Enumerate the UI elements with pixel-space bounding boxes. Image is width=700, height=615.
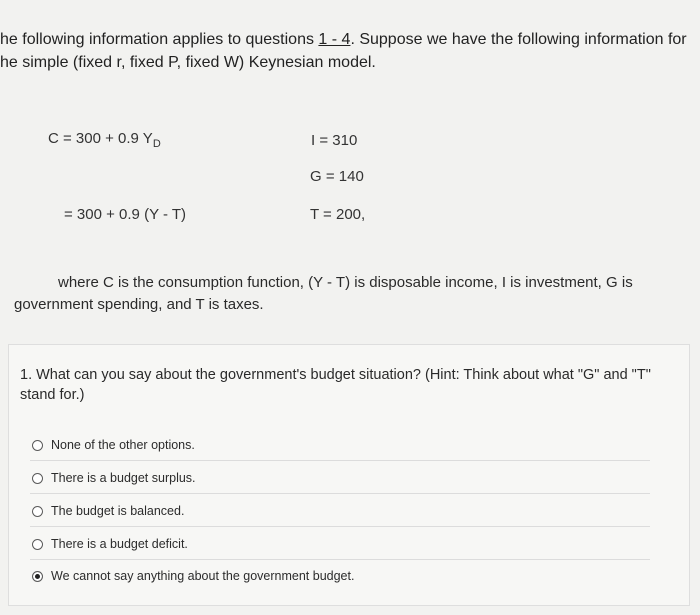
variable-definitions bbox=[14, 272, 654, 316]
investment-equation: I = 310 bbox=[311, 132, 358, 149]
intro-text-start: he following information applies to questions bbox=[0, 31, 319, 48]
answer-option-surplus[interactable] bbox=[30, 463, 650, 494]
radio-button-selected[interactable] bbox=[32, 571, 43, 582]
consumption-equation bbox=[48, 130, 161, 150]
radio-button[interactable] bbox=[32, 506, 43, 517]
consumption-subscript: D bbox=[152, 138, 161, 150]
radio-button[interactable] bbox=[32, 539, 43, 550]
consumption-equation-text: C = 300 + 0.9 Y bbox=[48, 130, 153, 147]
intro-line-2: he simple (fixed r, fixed P, fixed W) Keynesian model. bbox=[0, 54, 376, 71]
intro-text-end: . Suppose we have the following information for bbox=[350, 31, 687, 48]
option-label: There is a budget surplus. bbox=[51, 471, 196, 485]
government-equation: G = 140 bbox=[310, 168, 364, 185]
answer-option-deficit[interactable] bbox=[30, 529, 650, 560]
definition-line-2: government spending, and T is taxes. bbox=[14, 296, 264, 313]
answer-option-balanced[interactable] bbox=[30, 496, 650, 527]
question-range: 1 - 4 bbox=[318, 31, 351, 48]
definition-line-1: where C is the consumption function, (Y - T) is disposable income, I is investment, G is bbox=[58, 274, 633, 291]
disposable-income-equation: = 300 + 0.9 (Y - T) bbox=[64, 206, 187, 223]
intro-text bbox=[0, 28, 690, 74]
answer-option-cannot-say[interactable] bbox=[30, 561, 650, 591]
radio-button[interactable] bbox=[32, 473, 43, 484]
option-label: There is a budget deficit. bbox=[51, 537, 188, 551]
radio-button[interactable] bbox=[32, 440, 43, 451]
option-label: The budget is balanced. bbox=[51, 504, 185, 518]
option-label: We cannot say anything about the government budget. bbox=[51, 569, 355, 583]
taxes-equation: T = 200, bbox=[310, 206, 366, 223]
answer-option-none[interactable] bbox=[30, 430, 650, 461]
question-text: 1. What can you say about the government's budget situation? (Hint: Think about what "G" and "T" stand for.) bbox=[20, 367, 651, 403]
intro-line-1 bbox=[0, 28, 690, 51]
option-label: None of the other options. bbox=[51, 438, 195, 452]
